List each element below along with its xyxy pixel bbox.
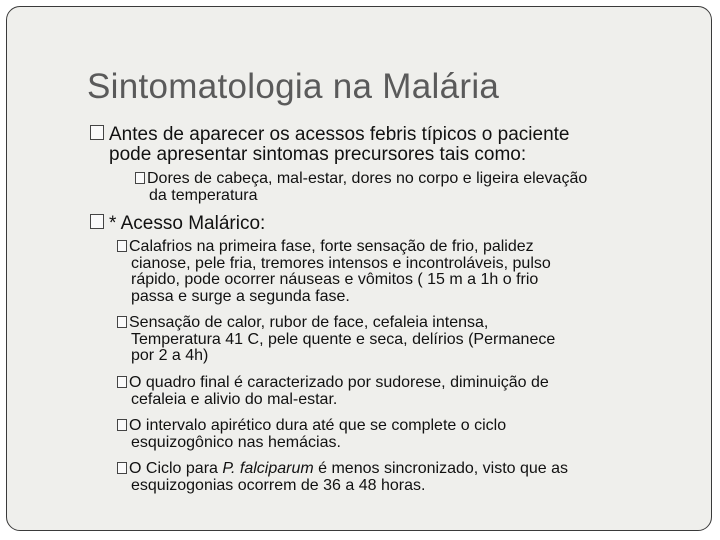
square-bullet-icon: [117, 419, 127, 431]
sub-bullet-text: da temperatura: [149, 186, 258, 204]
square-bullet-icon: [117, 316, 127, 328]
bullet-text: pode apresentar sintomas precursores tais como:: [109, 144, 527, 165]
sub-bullet-item: [117, 418, 506, 451]
sub-bullet-text: esquizogonias ocorrem de 36 a 48 horas.: [131, 476, 426, 494]
sub-bullet-item: [117, 461, 568, 494]
slide: [6, 6, 712, 531]
sub-bullet-text: passa e surge a segunda fase.: [131, 287, 350, 305]
square-bullet-icon: [117, 240, 127, 252]
sub-bullet-text: por 2 a 4h): [131, 347, 209, 364]
sub-bullet-text: O intervalo apirético dura até que se complete o ciclo: [129, 417, 507, 434]
sub-bullet-item: [117, 239, 551, 305]
sub-bullet-item: [117, 375, 549, 408]
square-bullet-icon: [135, 172, 145, 184]
sub-bullet-text: O quadro final é caracterizado por sudorese, diminuição de: [129, 374, 549, 391]
sub-bullet-text: O Ciclo para: [129, 460, 223, 477]
square-bullet-icon: [90, 125, 104, 140]
sub-bullet-text: Sensação de calor, rubor de face, cefaleia intensa,: [129, 314, 489, 331]
sub-bullet-text: cefaleia e alivio do mal-estar.: [131, 390, 338, 408]
sub-bullet-text: Calafrios na primeira fase, forte sensação de frio, palidez: [129, 238, 534, 255]
square-bullet-icon: [117, 376, 127, 388]
square-bullet-icon: [117, 462, 127, 474]
sub-bullet-text: esquizogônico nas hemácias.: [131, 433, 341, 451]
species-name: P. falciparum: [222, 460, 314, 477]
sub-bullet-item: [117, 315, 555, 365]
square-bullet-icon: [90, 214, 104, 229]
sub-bullet-text: é menos sincronizado, visto que as: [313, 460, 569, 477]
bullet-item: [90, 125, 569, 165]
bullet-text: * Acesso Malárico:: [109, 213, 266, 234]
sub-bullet-text: Temperatura 41 C, pele quente e seca, delírios (Permanece: [131, 330, 556, 348]
slide-title: Sintomatologia na Malária: [87, 67, 500, 106]
sub-bullet-text: rápido, pode ocorrer náuseas e vômitos ( 15 m a 1h o frio: [131, 271, 539, 288]
bullet-item: [90, 214, 265, 234]
sub-bullet-text: cianose, pele fria, tremores intensos e incontroláveis, pulso: [131, 254, 551, 272]
sub-bullet-text: Dores de cabeça, mal-estar, dores no corpo e ligeira elevação: [147, 170, 588, 187]
bullet-text: Antes de aparecer os acessos febris típicos o paciente: [109, 124, 570, 145]
sub-bullet-item: [135, 171, 587, 204]
